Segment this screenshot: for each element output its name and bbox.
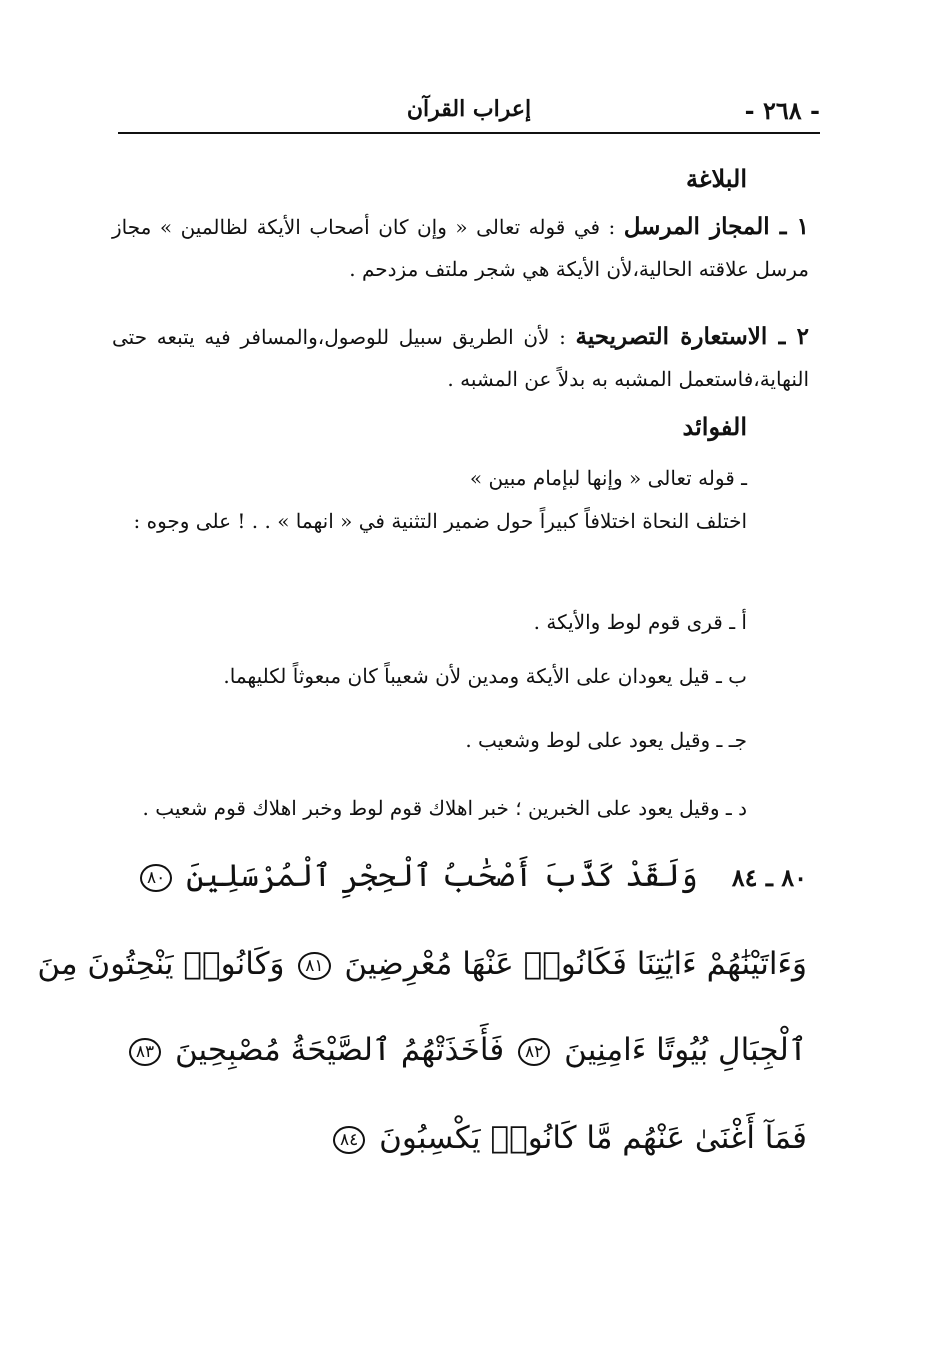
ayah-mark-84: ٨٤	[333, 1126, 365, 1154]
page-header	[118, 92, 820, 134]
ayah-mark-81: ٨١	[298, 952, 330, 980]
fawaid-quote-line: ـ قوله تعالى « وإنها لبإمام مبين »	[469, 466, 747, 490]
quran-line-2-text: وَءَاتَيْنَٰهُمْ ءَايَٰتِنَا فَكَانُوا۟ عَنْهَا مُعْرِضِينَ	[344, 946, 807, 982]
fawaid-heading: الفوائد	[682, 412, 747, 441]
balagha-item-2-term: ٢ ـ الاستعارة التصريحية	[575, 323, 809, 350]
balagha-item-2-text: : لأن الطريق سبيل للوصول،والمسافر فيه يتبعه حتى النهاية،فاستعمل المشبه به بدلاً عن المشبه .	[112, 325, 809, 391]
fawaid-point-b: ب ـ قيل يعودان على الأيكة ومدين لأن شعيباً كان مبعوثاً لكليهما.	[223, 664, 747, 688]
fawaid-intro: اختلف النحاة اختلافاً كبيراً حول ضمير التثنية في « انهما » . . ! على وجوه :	[133, 509, 747, 533]
balagha-item-1-text: : في قوله تعالى « وإن كان أصحاب الأيكة لظالمين » مجاز مرسل علاقته الحالية،لأن الأيكة هي شجر ملتف مزدحم .	[112, 215, 809, 281]
ayah-mark-80: ٨٠	[140, 864, 172, 892]
fawaid-point-a: أ ـ قرى قوم لوط والأيكة .	[533, 610, 747, 634]
quran-line-1	[147, 858, 807, 894]
quran-line-2-tail: وَكَانُوا۟ يَنْحِتُونَ مِنَ	[37, 946, 285, 982]
fawaid-point-d: د ـ وقيل يعود على الخبرين ؛ خبر اهلاك قوم لوط وخبر اهلاك قوم شعيب .	[142, 796, 747, 820]
quran-line-4	[150, 1120, 807, 1156]
balagha-item-1-term: ١ ـ المجاز المرسل	[623, 213, 809, 240]
page-number: - ٢٦٨ -	[744, 96, 820, 125]
fawaid-point-c: جـ ـ وقيل يعود على لوط وشعيب .	[465, 728, 747, 752]
balagha-heading: البلاغة	[686, 164, 747, 193]
quran-line-3-text: ٱلْجِبَالِ بُيُوتًا ءَامِنِينَ	[564, 1032, 807, 1068]
ayah-mark-82: ٨٢	[518, 1038, 550, 1066]
quran-line-3	[135, 1032, 807, 1068]
quran-line-2	[37, 946, 807, 982]
ayah-mark-83: ٨٣	[129, 1038, 161, 1066]
quran-line-4-text: فَمَآ أَغْنَىٰ عَنْهُم مَّا كَانُوا۟ يَكْسِبُونَ	[379, 1120, 807, 1156]
verse-range: ٨٠ ـ ٨٤	[731, 863, 807, 892]
quran-line-3-tail: فَأَخَذَتْهُمُ ٱلصَّيْحَةُ مُصْبِحِينَ	[174, 1032, 505, 1068]
quran-line-1-text: وَلَقَدْ كَذَّبَ أَصْحَٰبُ ٱلْحِجْرِ ٱلْمُرْسَلِينَ	[186, 858, 698, 894]
balagha-item-1	[112, 206, 809, 290]
book-title: إعراب القرآن	[406, 96, 532, 122]
balagha-item-2	[112, 316, 809, 400]
